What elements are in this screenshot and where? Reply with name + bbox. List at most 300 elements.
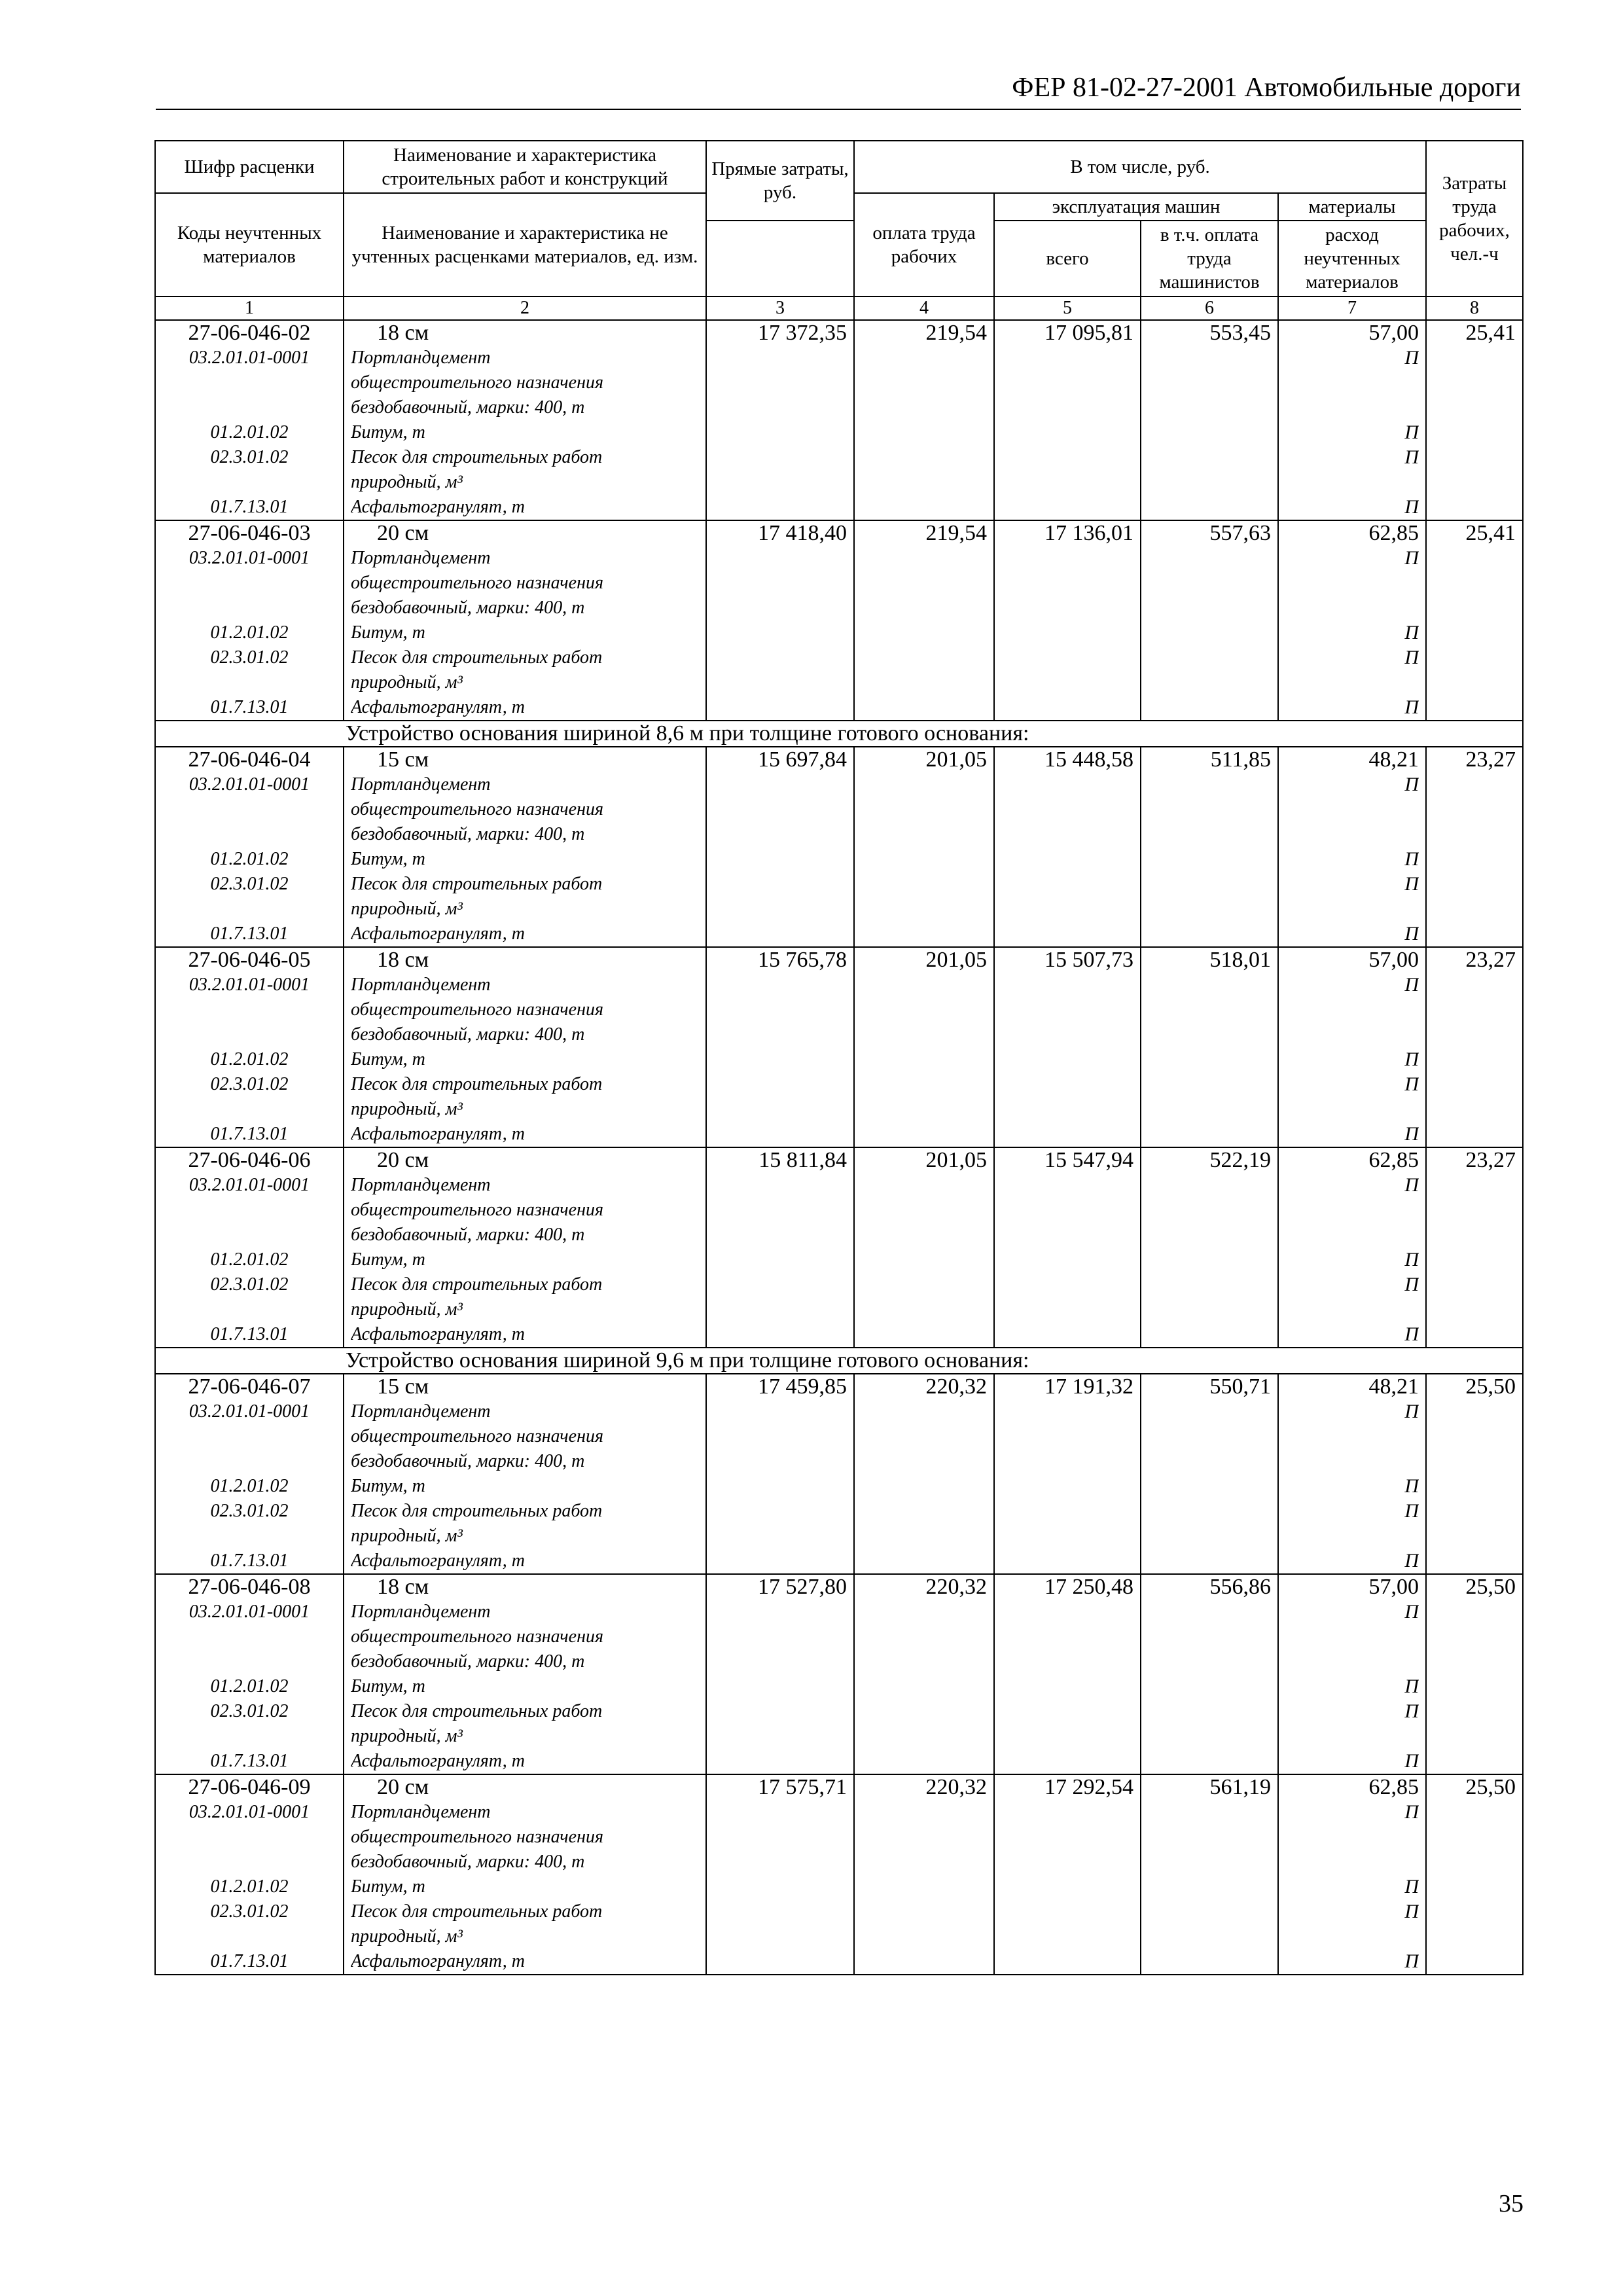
machines-total-cost: 17 095,81 — [1044, 321, 1133, 345]
material-name-line: Асфальтогранулят, т — [351, 1324, 525, 1344]
section-heading-row — [155, 1348, 1523, 1374]
empty-line — [162, 1724, 336, 1749]
empty-line — [1285, 470, 1419, 495]
materials-cost: 57,00 — [1368, 948, 1419, 972]
column-number: 5 — [994, 296, 1141, 320]
machines-total-cell — [994, 747, 1141, 947]
column-number: 7 — [1278, 296, 1426, 320]
empty-line — [1285, 395, 1419, 420]
rate-code: 27-06-046-05 — [188, 948, 311, 972]
wages-cost: 201,05 — [925, 747, 987, 772]
material-mark: П — [1404, 496, 1419, 518]
material-name-line: бездобавочный, марки: 400, т — [351, 1651, 585, 1672]
machines-wages-cost: 556,86 — [1209, 1575, 1271, 1599]
empty-line — [162, 1198, 336, 1223]
labor-cell — [1426, 1574, 1523, 1774]
material-mark: П — [1404, 422, 1419, 443]
empty-line — [1285, 997, 1419, 1022]
wages-cell — [854, 747, 994, 947]
empty-line — [1285, 1850, 1419, 1874]
material-code: 03.2.01.01-0001 — [188, 1602, 310, 1622]
col-code-top: Шифр расценки — [155, 141, 344, 193]
empty-line — [1285, 1624, 1419, 1649]
materials-cost: 62,85 — [1368, 521, 1419, 545]
direct-cost-cell — [706, 947, 854, 1147]
labor-cost: 25,41 — [1465, 321, 1516, 345]
direct-cost: 17 459,85 — [758, 1374, 847, 1399]
labor-cell — [1426, 947, 1523, 1147]
empty-line — [1285, 1924, 1419, 1949]
material-code: 01.2.01.02 — [210, 1676, 289, 1696]
labor-cell — [1426, 520, 1523, 721]
material-mark: П — [1404, 1950, 1419, 1972]
column-number: 8 — [1426, 296, 1523, 320]
column-number: 3 — [706, 296, 854, 320]
material-name-line: Битум, т — [351, 1476, 425, 1496]
wages-cell — [854, 320, 994, 520]
code-cell — [155, 1374, 344, 1574]
material-name-line: природный, м³ — [351, 472, 463, 492]
material-mark: П — [1404, 1700, 1419, 1722]
material-name-line: бездобавочный, марки: 400, т — [351, 824, 585, 844]
material-name-line: бездобавочный, марки: 400, т — [351, 397, 585, 418]
wages-cost: 220,32 — [925, 1775, 987, 1799]
material-name-line: Битум, т — [351, 849, 425, 869]
empty-line — [162, 822, 336, 847]
machines-total-cell — [994, 320, 1141, 520]
machines-total-cost: 15 507,73 — [1044, 948, 1133, 972]
labor-cost: 25,50 — [1465, 1775, 1516, 1799]
col-wages: оплата труда рабочих — [854, 193, 994, 296]
empty-line — [1285, 1424, 1419, 1449]
code-cell — [155, 1147, 344, 1348]
empty-line — [1285, 1449, 1419, 1474]
machines-wages-cost: 518,01 — [1209, 948, 1271, 972]
empty-line — [162, 1624, 336, 1649]
material-name-line: природный, м³ — [351, 899, 463, 919]
empty-line — [1285, 1097, 1419, 1122]
empty-line — [162, 1850, 336, 1874]
material-name-line: бездобавочный, марки: 400, т — [351, 1852, 585, 1872]
material-code: 01.7.13.01 — [210, 1324, 289, 1344]
section-heading — [155, 1348, 1523, 1374]
direct-cost-cell — [706, 1574, 854, 1774]
material-name-line: Битум, т — [351, 1676, 425, 1696]
name-cell — [344, 320, 706, 520]
column-number: 2 — [344, 296, 706, 320]
material-name-line: Битум, т — [351, 422, 425, 442]
direct-cost: 17 575,71 — [758, 1775, 847, 1799]
empty-line — [162, 897, 336, 922]
document-title: ФЕР 81-02-27-2001 Автомобильные дороги — [1012, 73, 1521, 103]
rate-row — [155, 520, 1523, 721]
material-code: 01.2.01.02 — [210, 1249, 289, 1270]
table-body — [155, 320, 1523, 1975]
rate-name: 18 см — [377, 948, 429, 972]
material-code: 01.2.01.02 — [210, 849, 289, 869]
rate-row — [155, 1147, 1523, 1348]
material-mark: П — [1404, 1500, 1419, 1522]
empty-line — [162, 596, 336, 620]
name-cell — [344, 1147, 706, 1348]
column-number: 6 — [1141, 296, 1278, 320]
machines-total-cell — [994, 947, 1141, 1147]
machines-total-cell — [994, 1574, 1141, 1774]
material-name-line: Битум, т — [351, 1876, 425, 1897]
material-name-line: Портландцемент — [351, 1802, 491, 1822]
material-code: 01.2.01.02 — [210, 422, 289, 442]
material-code: 03.2.01.01-0001 — [188, 1802, 310, 1822]
material-code: 01.7.13.01 — [210, 1551, 289, 1571]
rate-code: 27-06-046-02 — [188, 321, 311, 345]
section-title: Устройство основания шириной 9,6 м при толщине готового основания: — [346, 1348, 1029, 1372]
materials-cell — [1278, 1374, 1426, 1574]
material-code: 01.7.13.01 — [210, 1124, 289, 1144]
machines-total-cell — [994, 1774, 1141, 1975]
material-code: 03.2.01.01-0001 — [188, 1401, 310, 1422]
name-cell — [344, 1374, 706, 1574]
col-machines-total: всего — [994, 221, 1141, 296]
material-name-line: Песок для строительных работ — [351, 1074, 603, 1094]
empty-line — [1285, 797, 1419, 822]
material-name-line: общестроительного назначения — [351, 1200, 603, 1220]
material-name-line: Песок для строительных работ — [351, 1501, 603, 1521]
empty-line — [162, 997, 336, 1022]
material-mark: П — [1404, 1901, 1419, 1922]
materials-cell — [1278, 1774, 1426, 1975]
material-name-line: бездобавочный, марки: 400, т — [351, 1451, 585, 1471]
empty-line — [1285, 1825, 1419, 1850]
machines-wages-cell — [1141, 1147, 1278, 1348]
material-code: 03.2.01.01-0001 — [188, 774, 310, 795]
rate-name: 15 см — [377, 747, 429, 772]
empty-line — [162, 1297, 336, 1322]
machines-total-cost: 15 547,94 — [1044, 1148, 1133, 1172]
column-number: 4 — [854, 296, 994, 320]
name-cell — [344, 1574, 706, 1774]
labor-cost: 23,27 — [1465, 948, 1516, 972]
machines-total-cost: 17 191,32 — [1044, 1374, 1133, 1399]
section-heading-row — [155, 721, 1523, 747]
material-mark: П — [1404, 1475, 1419, 1497]
direct-cost: 15 811,84 — [758, 1148, 847, 1172]
materials-cost: 48,21 — [1368, 747, 1419, 772]
direct-cost: 15 697,84 — [758, 747, 847, 772]
empty-line — [162, 395, 336, 420]
section-title: Устройство основания шириной 8,6 м при толщине готового основания: — [346, 721, 1029, 745]
material-code: 01.2.01.02 — [210, 1049, 289, 1069]
code-cell — [155, 520, 344, 721]
material-name-line: Портландцемент — [351, 1401, 491, 1422]
empty-line — [1285, 1022, 1419, 1047]
material-name-line: общестроительного назначения — [351, 573, 603, 593]
wages-cell — [854, 1374, 994, 1574]
material-name-line: Портландцемент — [351, 774, 491, 795]
rate-code: 27-06-046-03 — [188, 521, 311, 545]
material-code: 01.7.13.01 — [210, 924, 289, 944]
material-code: 01.7.13.01 — [210, 1951, 289, 1971]
rate-row — [155, 747, 1523, 947]
empty-line — [162, 1649, 336, 1674]
material-name-line: Битум, т — [351, 1049, 425, 1069]
material-mark: П — [1404, 1073, 1419, 1095]
name-cell — [344, 947, 706, 1147]
empty-line — [162, 1022, 336, 1047]
material-code: 02.3.01.02 — [210, 1501, 289, 1521]
wages-cell — [854, 1774, 994, 1975]
material-code: 02.3.01.02 — [210, 874, 289, 894]
direct-cost-cell — [706, 520, 854, 721]
direct-cost: 17 372,35 — [758, 321, 847, 345]
materials-cost: 57,00 — [1368, 321, 1419, 345]
material-code: 02.3.01.02 — [210, 1274, 289, 1295]
material-name-line: Битум, т — [351, 1249, 425, 1270]
labor-cell — [1426, 1374, 1523, 1574]
materials-cost: 62,85 — [1368, 1775, 1419, 1799]
wages-cost: 219,54 — [925, 521, 987, 545]
material-code: 01.2.01.02 — [210, 1476, 289, 1496]
material-name-line: Песок для строительных работ — [351, 1701, 603, 1721]
material-name-line: природный, м³ — [351, 672, 463, 692]
section-heading — [155, 721, 1523, 747]
material-name-line: Песок для строительных работ — [351, 1274, 603, 1295]
materials-cell — [1278, 947, 1426, 1147]
material-name-line: Портландцемент — [351, 348, 491, 368]
material-name-line: Асфальтогранулят, т — [351, 924, 525, 944]
machines-wages-cost: 511,85 — [1210, 747, 1271, 772]
empty-line — [162, 370, 336, 395]
labor-cell — [1426, 1774, 1523, 1975]
material-name-line: Портландцемент — [351, 1175, 491, 1195]
name-cell — [344, 747, 706, 947]
rate-row — [155, 1774, 1523, 1975]
material-name-line: Песок для строительных работ — [351, 874, 603, 894]
empty-line — [1285, 670, 1419, 695]
material-mark: П — [1404, 1323, 1419, 1345]
empty-line — [162, 571, 336, 596]
machines-wages-cost: 561,19 — [1209, 1775, 1271, 1799]
material-mark: П — [1404, 1550, 1419, 1571]
code-cell — [155, 320, 344, 520]
rate-name: 20 см — [377, 1148, 429, 1172]
machines-total-cost: 17 292,54 — [1044, 1775, 1133, 1799]
rate-code: 27-06-046-08 — [188, 1575, 311, 1599]
material-mark: П — [1404, 446, 1419, 468]
material-mark: П — [1404, 622, 1419, 643]
empty-line — [1285, 1297, 1419, 1322]
direct-cost: 15 765,78 — [758, 948, 847, 972]
code-cell — [155, 1574, 344, 1774]
machines-total-cost: 17 250,48 — [1044, 1575, 1133, 1599]
direct-cost: 17 418,40 — [758, 521, 847, 545]
materials-cell — [1278, 747, 1426, 947]
rate-code: 27-06-046-07 — [188, 1374, 311, 1399]
wages-cost: 220,32 — [925, 1575, 987, 1599]
material-mark: П — [1404, 1274, 1419, 1295]
empty-line — [162, 1449, 336, 1474]
machines-total-cell — [994, 1374, 1141, 1574]
material-name-line: природный, м³ — [351, 1299, 463, 1319]
empty-line — [1285, 370, 1419, 395]
rate-row — [155, 320, 1523, 520]
material-name-line: Портландцемент — [351, 1602, 491, 1622]
rate-name: 20 см — [377, 1775, 429, 1799]
material-name-line: Асфальтогранулят, т — [351, 1751, 525, 1771]
rate-code: 27-06-046-04 — [188, 747, 311, 772]
material-name-line: бездобавочный, марки: 400, т — [351, 598, 585, 618]
empty-line — [162, 1424, 336, 1449]
labor-cell — [1426, 320, 1523, 520]
material-mark: П — [1404, 547, 1419, 569]
rate-row — [155, 1374, 1523, 1574]
materials-cell — [1278, 320, 1426, 520]
materials-cell — [1278, 1574, 1426, 1774]
name-cell — [344, 520, 706, 721]
col-name-bottom: Наименование и характеристика не учтенных расценками материалов, ед. изм. — [344, 193, 706, 296]
labor-cost: 23,27 — [1465, 1148, 1516, 1172]
machines-wages-cell — [1141, 1774, 1278, 1975]
wages-cost: 220,32 — [925, 1374, 987, 1399]
material-code: 02.3.01.02 — [210, 1901, 289, 1922]
material-name-line: бездобавочный, марки: 400, т — [351, 1225, 585, 1245]
rate-row — [155, 1574, 1523, 1774]
empty-line — [1285, 1198, 1419, 1223]
material-name-line: Асфальтогранулят, т — [351, 1551, 525, 1571]
direct-cost-cell — [706, 1147, 854, 1348]
materials-cell — [1278, 1147, 1426, 1348]
code-cell — [155, 747, 344, 947]
rate-name: 18 см — [377, 321, 429, 345]
labor-cell — [1426, 747, 1523, 947]
col-code-bottom: Коды неучтенных материалов — [155, 193, 344, 296]
machines-wages-cell — [1141, 1574, 1278, 1774]
col-materials-sub: расход неучтенных материалов — [1278, 221, 1426, 296]
material-mark: П — [1404, 647, 1419, 668]
material-name-line: природный, м³ — [351, 1099, 463, 1119]
empty-line — [1285, 822, 1419, 847]
machines-total-cost: 17 136,01 — [1044, 521, 1133, 545]
labor-cost: 23,27 — [1465, 747, 1516, 772]
machines-wages-cost: 553,45 — [1209, 321, 1271, 345]
materials-cost: 62,85 — [1368, 1148, 1419, 1172]
table-header — [155, 141, 1523, 320]
machines-total-cost: 15 448,58 — [1044, 747, 1133, 772]
empty-line — [1285, 1524, 1419, 1549]
empty-line — [162, 1223, 336, 1247]
material-code: 02.3.01.02 — [210, 1074, 289, 1094]
empty-line — [1285, 571, 1419, 596]
labor-cost: 25,50 — [1465, 1374, 1516, 1399]
material-name-line: общестроительного назначения — [351, 1426, 603, 1446]
col-name-top: Наименование и характеристика строительных работ и конструкций — [344, 141, 706, 193]
material-code: 03.2.01.01-0001 — [188, 975, 310, 995]
rate-name: 20 см — [377, 521, 429, 545]
col-materials: материалы — [1278, 193, 1426, 221]
empty-line — [162, 470, 336, 495]
material-name-line: Портландцемент — [351, 975, 491, 995]
material-code: 02.3.01.02 — [210, 447, 289, 467]
labor-cost: 25,41 — [1465, 521, 1516, 545]
material-code: 01.7.13.01 — [210, 497, 289, 517]
wages-cost: 219,54 — [925, 321, 987, 345]
wages-cost: 201,05 — [925, 1148, 987, 1172]
material-mark: П — [1404, 1049, 1419, 1070]
rate-name: 18 см — [377, 1575, 429, 1599]
page-number: 35 — [1499, 2190, 1524, 2217]
material-mark: П — [1404, 848, 1419, 870]
col-machines-wages: в т.ч. оплата труда машинистов — [1141, 221, 1278, 296]
material-mark: П — [1404, 347, 1419, 368]
wages-cell — [854, 1574, 994, 1774]
machines-total-cell — [994, 1147, 1141, 1348]
machines-wages-cell — [1141, 747, 1278, 947]
page-header — [156, 71, 1521, 110]
empty-line — [162, 1097, 336, 1122]
empty-line — [1285, 897, 1419, 922]
col-direct-spacer — [706, 221, 854, 296]
material-name-line: общестроительного назначения — [351, 1827, 603, 1847]
wages-cell — [854, 1147, 994, 1348]
empty-line — [162, 670, 336, 695]
material-name-line: Асфальтогранулят, т — [351, 497, 525, 517]
material-name-line: Портландцемент — [351, 548, 491, 568]
code-cell — [155, 1774, 344, 1975]
material-mark: П — [1404, 1676, 1419, 1697]
material-mark: П — [1404, 923, 1419, 944]
material-mark: П — [1404, 1123, 1419, 1145]
material-mark: П — [1404, 1174, 1419, 1196]
material-name-line: бездобавочный, марки: 400, т — [351, 1024, 585, 1045]
wages-cell — [854, 520, 994, 721]
rate-name: 15 см — [377, 1374, 429, 1399]
material-mark: П — [1404, 873, 1419, 895]
material-name-line: Асфальтогранулят, т — [351, 697, 525, 717]
material-mark: П — [1404, 696, 1419, 718]
empty-line — [162, 797, 336, 822]
col-direct: Прямые затраты, руб. — [706, 141, 854, 221]
material-name-line: природный, м³ — [351, 1526, 463, 1546]
material-name-line: общестроительного назначения — [351, 372, 603, 393]
empty-line — [162, 1825, 336, 1850]
rate-row — [155, 947, 1523, 1147]
material-mark: П — [1404, 1401, 1419, 1422]
material-code: 02.3.01.02 — [210, 1701, 289, 1721]
material-mark: П — [1404, 1601, 1419, 1623]
direct-cost-cell — [706, 1774, 854, 1975]
machines-wages-cell — [1141, 520, 1278, 721]
material-mark: П — [1404, 1750, 1419, 1772]
direct-cost-cell — [706, 320, 854, 520]
material-code: 01.2.01.02 — [210, 1876, 289, 1897]
empty-line — [162, 1924, 336, 1949]
machines-wages-cell — [1141, 947, 1278, 1147]
material-code: 01.7.13.01 — [210, 1751, 289, 1771]
material-name-line: Асфальтогранулят, т — [351, 1124, 525, 1144]
material-code: 02.3.01.02 — [210, 647, 289, 668]
material-code: 03.2.01.01-0001 — [188, 548, 310, 568]
material-mark: П — [1404, 1249, 1419, 1270]
material-mark: П — [1404, 974, 1419, 996]
name-cell — [344, 1774, 706, 1975]
material-code: 01.7.13.01 — [210, 697, 289, 717]
material-name-line: природный, м³ — [351, 1926, 463, 1946]
empty-line — [1285, 596, 1419, 620]
machines-wages-cost: 557,63 — [1209, 521, 1271, 545]
rate-code: 27-06-046-09 — [188, 1775, 311, 1799]
material-name-line: природный, м³ — [351, 1726, 463, 1746]
rate-code: 27-06-046-06 — [188, 1148, 311, 1172]
material-mark: П — [1404, 1801, 1419, 1823]
